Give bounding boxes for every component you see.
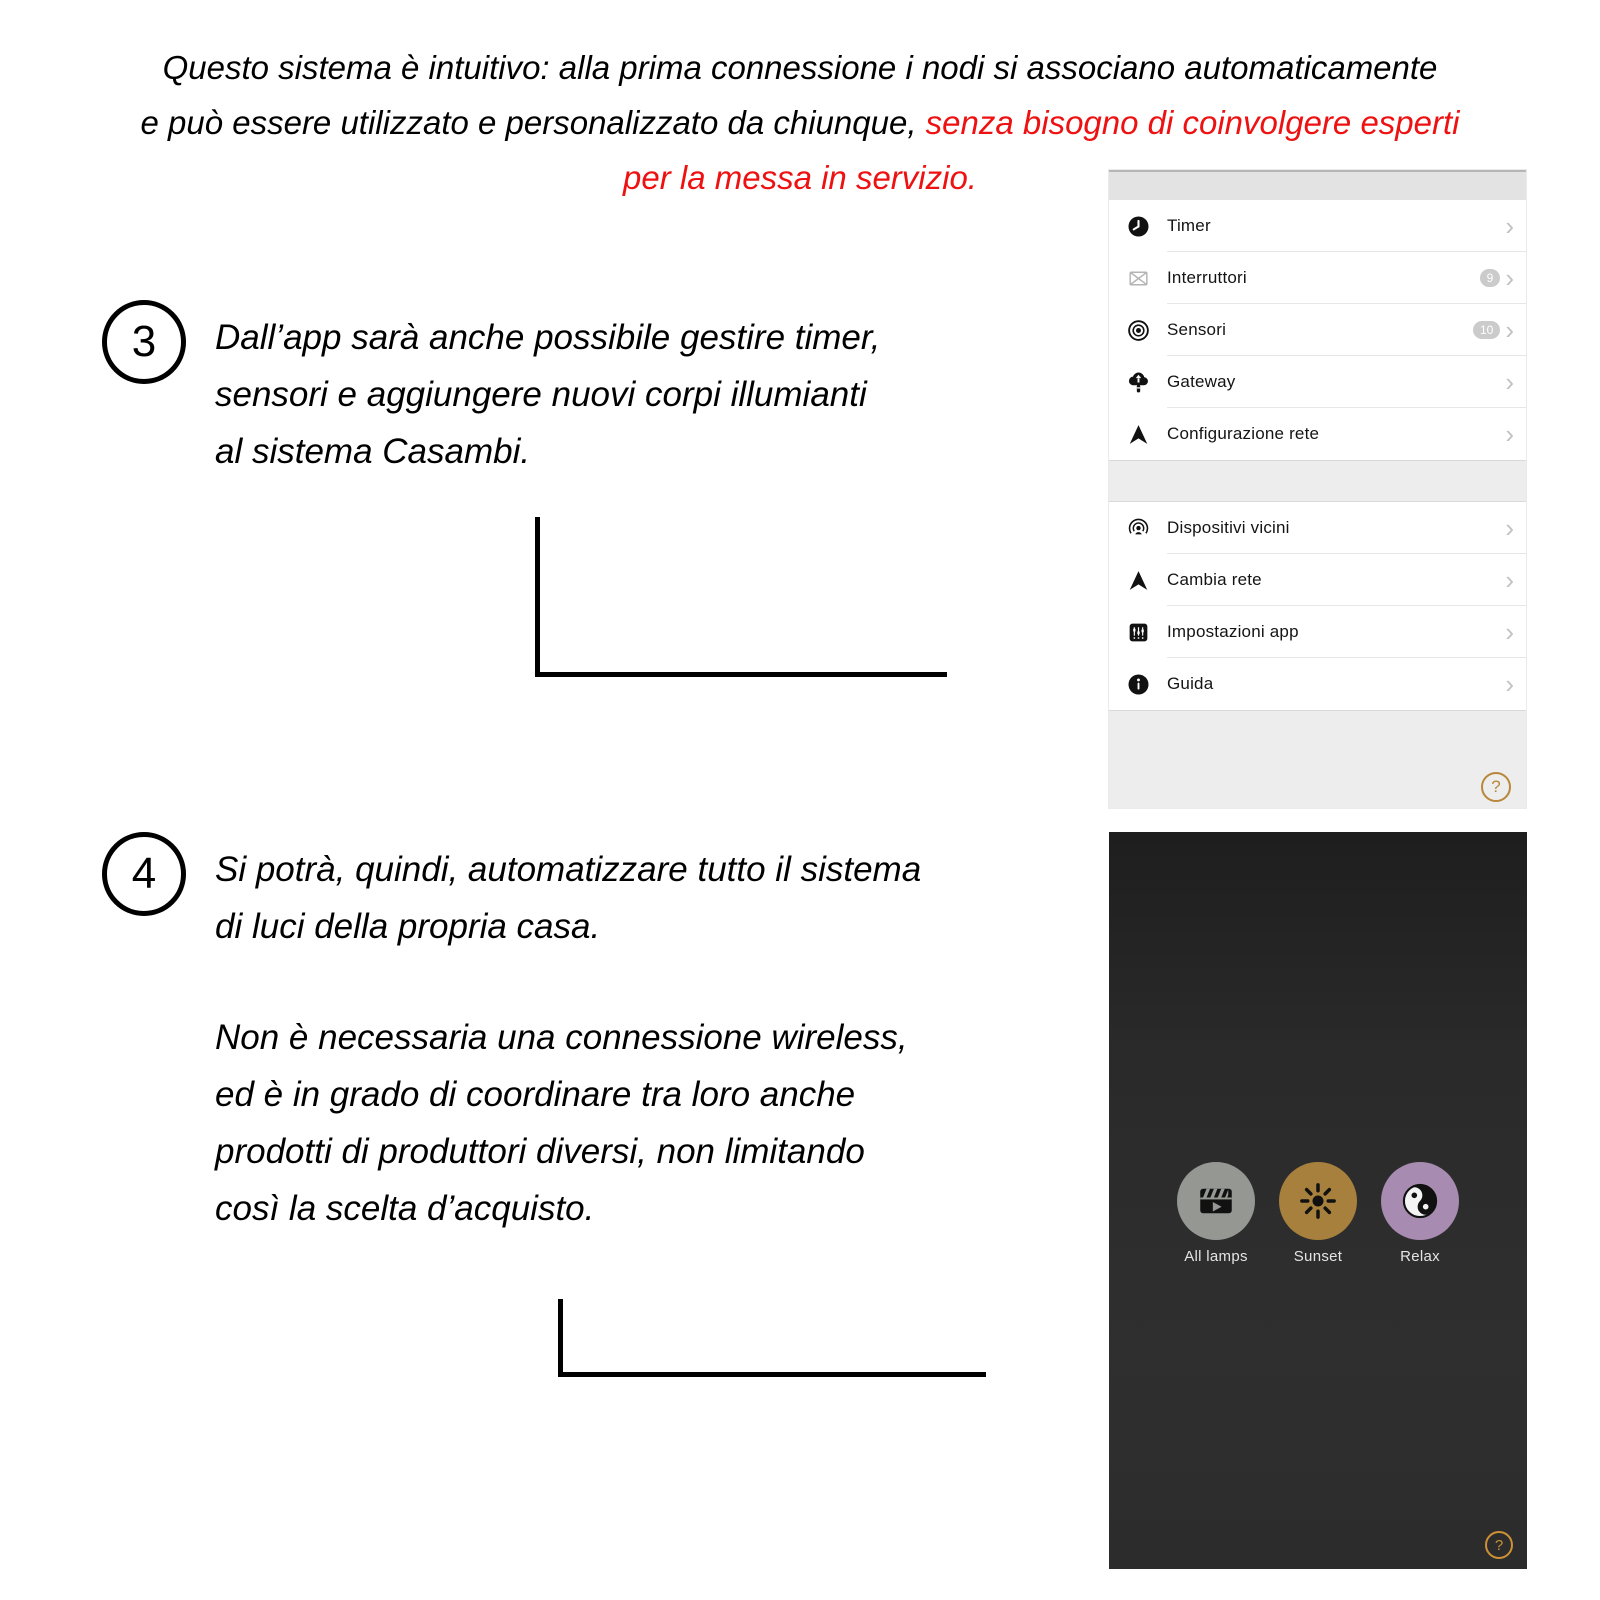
count-badge: 10 <box>1473 321 1500 339</box>
connector-line-2-vertical <box>558 1299 563 1377</box>
connector-line-1-horizontal <box>535 672 947 677</box>
scene-button-sunset[interactable] <box>1279 1162 1357 1240</box>
scene-label: Relax <box>1400 1248 1440 1265</box>
settings-row-label: Cambia rete <box>1167 570 1262 589</box>
connector-line-1-vertical <box>535 517 540 677</box>
settings-row-label: Interruttori <box>1167 268 1247 287</box>
settings-row-configurazione-rete[interactable] <box>1109 408 1526 460</box>
chevron-right-icon: › <box>1505 263 1514 293</box>
settings-row-impostazioni-app[interactable] <box>1109 606 1526 658</box>
settings-row-label: Timer <box>1167 216 1211 235</box>
settings-header-bar <box>1109 170 1526 200</box>
network-config-icon <box>1125 421 1151 447</box>
sensor-icon <box>1125 317 1151 343</box>
settings-row-dispositivi-vicini[interactable] <box>1109 502 1526 554</box>
scene-label: All lamps <box>1184 1248 1248 1265</box>
timer-icon <box>1125 213 1151 239</box>
count-badge: 9 <box>1480 269 1501 287</box>
step-4-number: 4 <box>102 832 186 916</box>
scenes-app-screenshot <box>1109 832 1527 1569</box>
intro-line-2-red: senza bisogno di coinvolgere esperti <box>925 104 1460 141</box>
settings-row-label: Dispositivi vicini <box>1167 518 1290 537</box>
settings-footer-bar <box>1109 710 1526 808</box>
settings-row-label: Gateway <box>1167 372 1236 391</box>
help-button-dark[interactable]: ? <box>1485 1531 1513 1559</box>
help-button[interactable]: ? <box>1481 772 1511 802</box>
chevron-right-icon: › <box>1505 669 1514 699</box>
clapperboard-icon <box>1195 1180 1237 1222</box>
settings-row-label: Configurazione rete <box>1167 424 1320 443</box>
settings-row-cambia-rete[interactable] <box>1109 554 1526 606</box>
settings-row-timer[interactable] <box>1109 200 1526 252</box>
change-network-icon <box>1125 567 1151 593</box>
intro-line-1: Questo sistema è intuitivo: alla prima connessione i nodi si associano automaticamente <box>162 49 1438 86</box>
chevron-right-icon: › <box>1505 419 1514 449</box>
step-4-text: Si potrà, quindi, automatizzare tutto il sistema di luci della propria casa. Non è necessaria una connessione wireless, ed è in grado di coordinare tra loro anche prodotti di produttori diversi, non limitando così la scelta d’acquisto. <box>215 850 922 1228</box>
settings-app-screenshot <box>1109 170 1526 808</box>
intro-line-2: e può essere utilizzato e personalizzato da chiunque, senza bisogno di coinvolgere esperti <box>140 104 1460 141</box>
chevron-right-icon: › <box>1505 211 1514 241</box>
scene-button-all-lamps[interactable] <box>1177 1162 1255 1240</box>
switch-icon <box>1125 265 1151 291</box>
connector-line-2-horizontal <box>558 1372 986 1377</box>
yin-yang-icon <box>1399 1180 1441 1222</box>
settings-row-label: Guida <box>1167 674 1214 693</box>
chevron-right-icon: › <box>1505 617 1514 647</box>
settings-row-label: Sensori <box>1167 320 1227 339</box>
guide-icon <box>1125 671 1151 697</box>
settings-row-interruttori[interactable] <box>1109 252 1526 304</box>
step-3-text: Dall’app sarà anche possibile gestire timer, sensori e aggiungere nuovi corpi illumianti al sistema Casambi. <box>215 318 881 471</box>
chevron-right-icon: › <box>1505 315 1514 345</box>
settings-row-sensori[interactable] <box>1109 304 1526 356</box>
chevron-right-icon: › <box>1505 367 1514 397</box>
settings-row-label: Impostazioni app <box>1167 622 1299 641</box>
nearby-devices-icon <box>1125 515 1151 541</box>
scene-button-relax[interactable] <box>1381 1162 1459 1240</box>
intro-line-3: per la messa in servizio. <box>623 159 977 196</box>
settings-section-gap <box>1109 460 1526 502</box>
scene-label: Sunset <box>1293 1248 1343 1265</box>
settings-row-guida[interactable] <box>1109 658 1526 710</box>
gateway-icon <box>1125 369 1151 395</box>
app-settings-icon <box>1125 619 1151 645</box>
scene-relax[interactable] <box>1360 1162 1480 1265</box>
chevron-right-icon: › <box>1505 565 1514 595</box>
chevron-right-icon: › <box>1505 513 1514 543</box>
sun-icon <box>1296 1179 1340 1223</box>
step-3-number: 3 <box>102 300 186 384</box>
settings-row-gateway[interactable] <box>1109 356 1526 408</box>
